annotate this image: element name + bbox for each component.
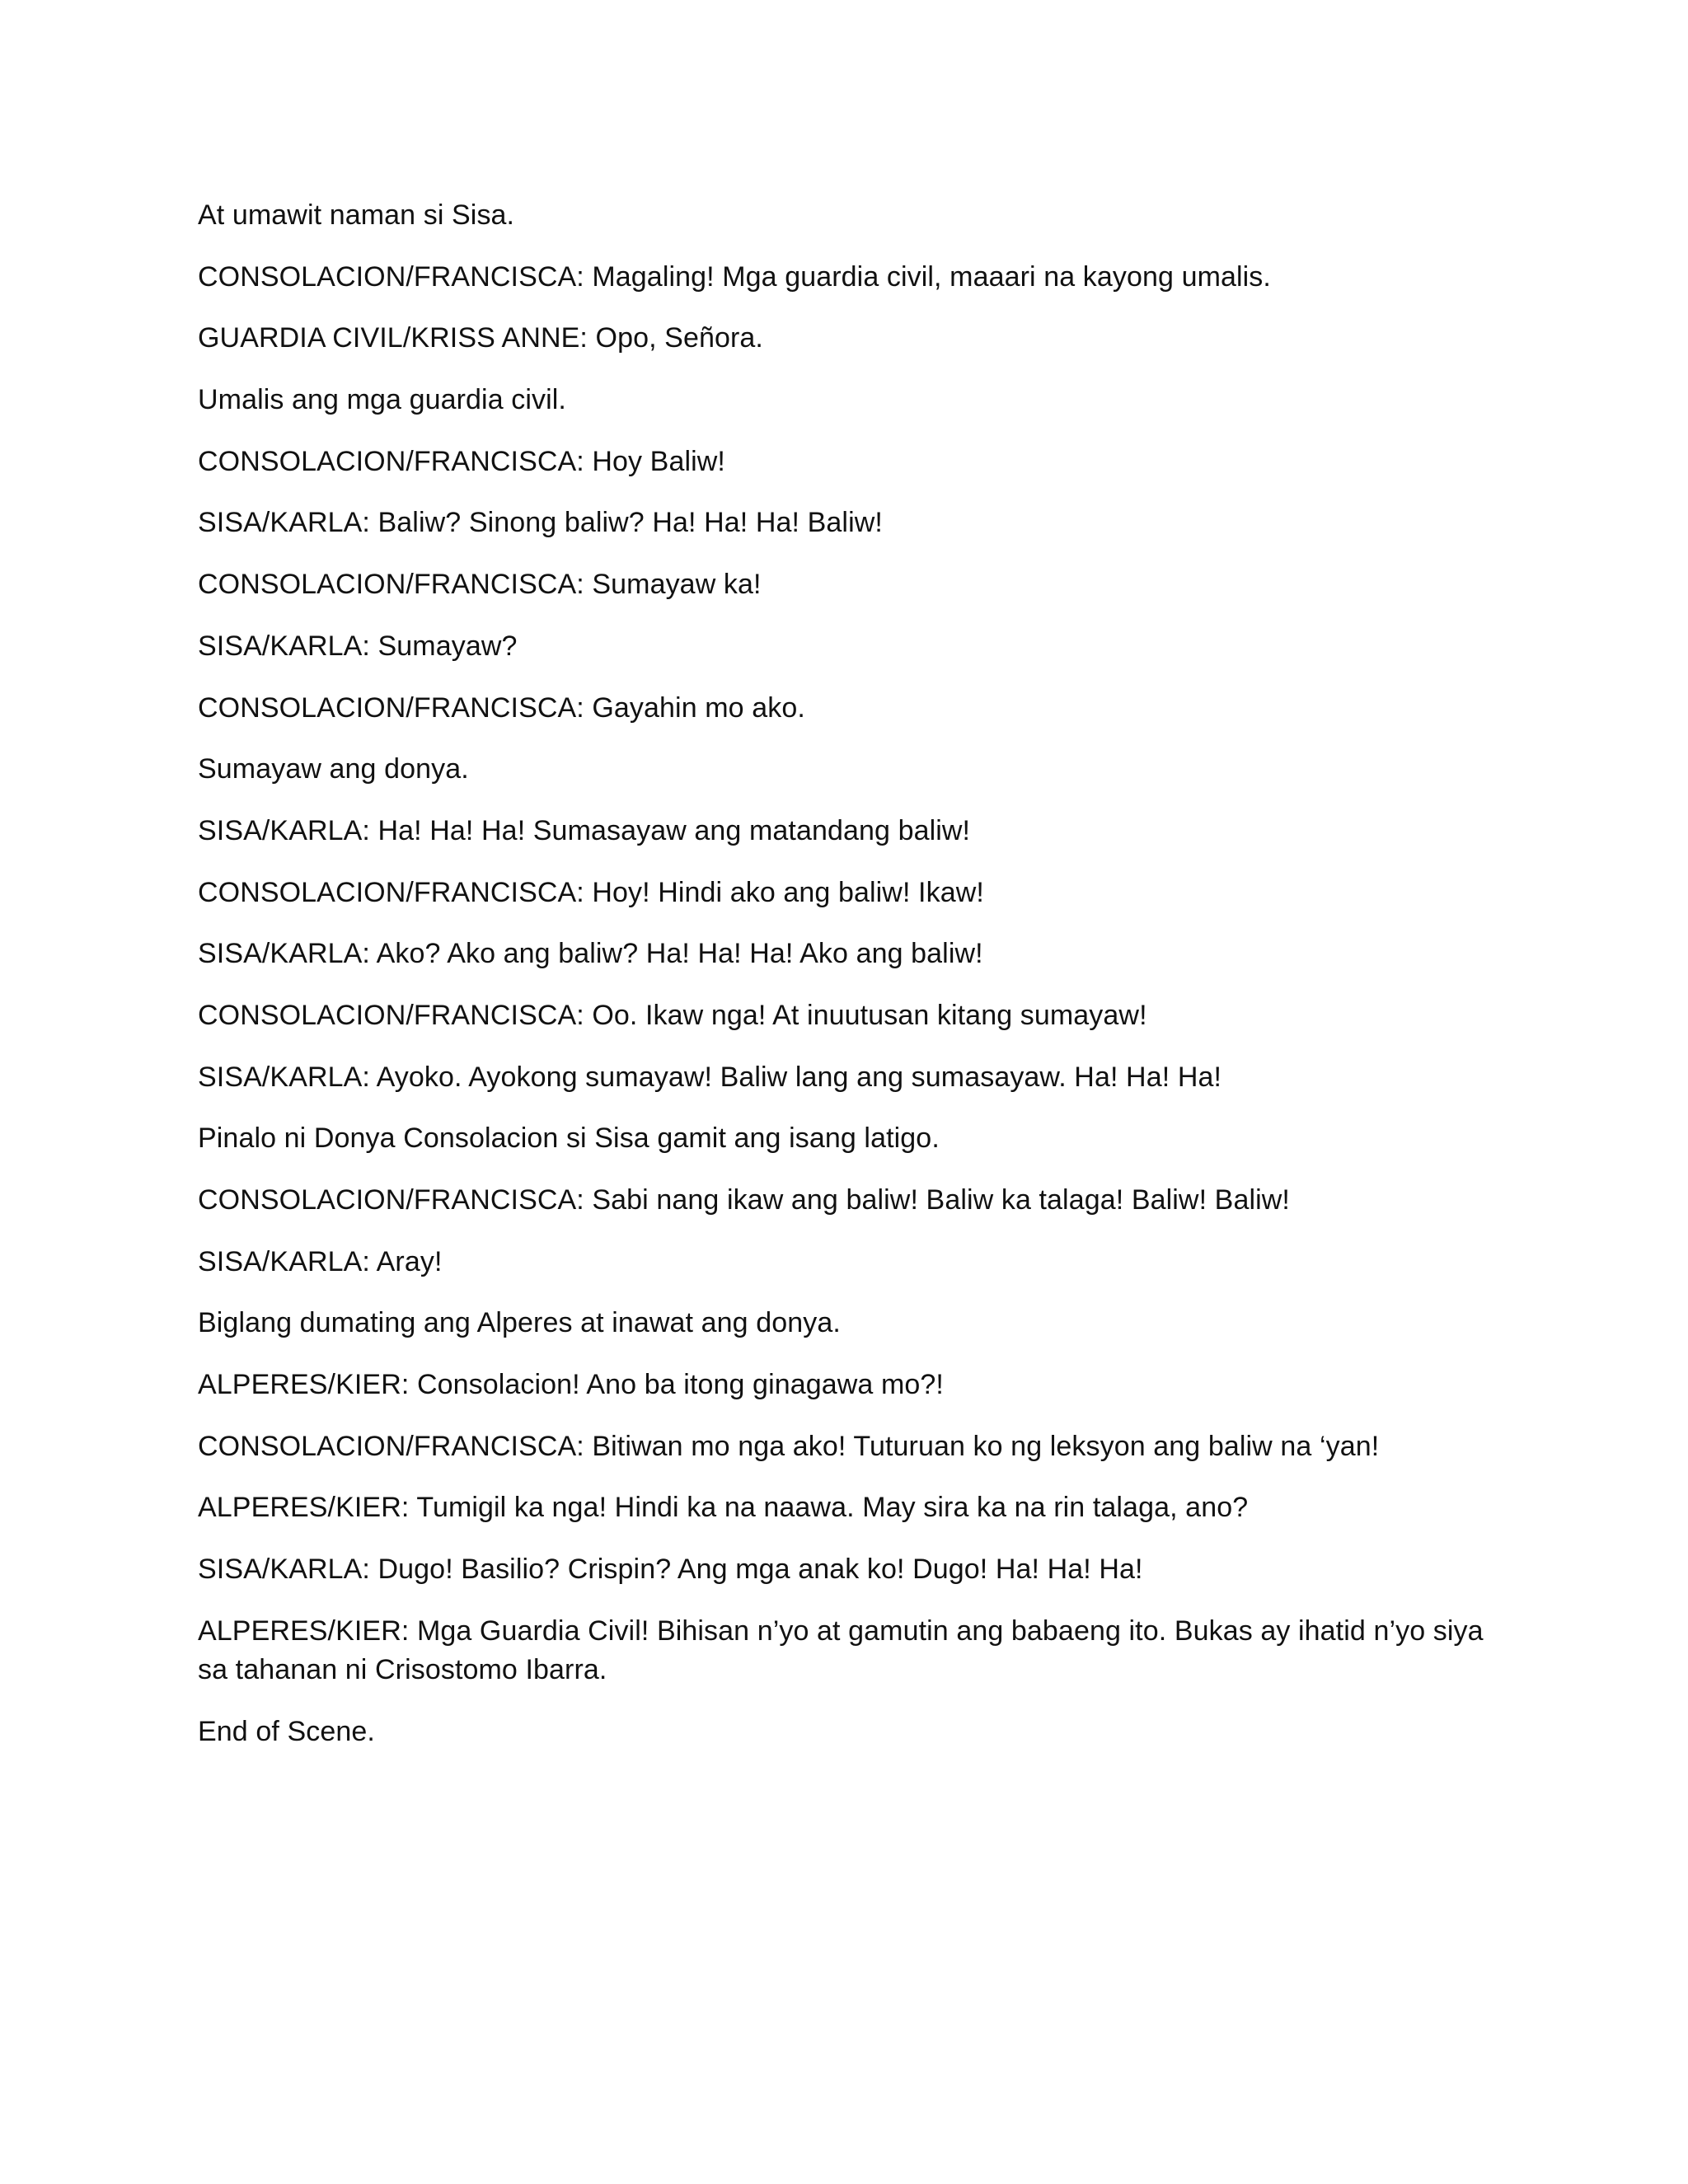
- paragraph-dialogue: SISA/KARLA: Baliw? Sinong baliw? Ha! Ha! Ha! Baliw!: [198, 507, 883, 539]
- paragraph-dialogue: ALPERES/KIER: Consolacion! Ano ba itong ginagawa mo?!: [198, 1369, 944, 1401]
- paragraph-dialogue: CONSOLACION/FRANCISCA: Gayahin mo ako.: [198, 691, 805, 724]
- paragraph-dialogue: CONSOLACION/FRANCISCA: Sumayaw ka!: [198, 569, 762, 601]
- paragraph-dialogue: ALPERES/KIER: Mga Guardia Civil! Bihisan n’yo at gamutin ang babaeng ito. Bukas ay ihatid n’yo siya sa tahanan ni Crisostomo Ibarra.: [198, 1615, 1484, 1686]
- paragraph-dialogue: CONSOLACION/FRANCISCA: Magaling! Mga guardia civil, maaari na kayong umalis.: [198, 260, 1271, 293]
- paragraph-dialogue: ALPERES/KIER: Tumigil ka nga! Hindi ka na naawa. May sira ka na rin talaga, ano?: [198, 1492, 1249, 1524]
- paragraph-dialogue: SISA/KARLA: Ayoko. Ayokong sumayaw! Baliw lang ang sumasayaw. Ha! Ha! Ha!: [198, 1061, 1222, 1093]
- paragraph-end-of-scene: End of Scene.: [198, 1716, 375, 1747]
- paragraph-dialogue: SISA/KARLA: Ako? Ako ang baliw? Ha! Ha! Ha! Ako ang baliw!: [198, 938, 983, 970]
- paragraph-dialogue: SISA/KARLA: Ha! Ha! Ha! Sumasayaw ang matandang baliw!: [198, 814, 971, 846]
- paragraph-stage-direction: At umawit naman si Sisa.: [198, 199, 515, 231]
- paragraph-dialogue: CONSOLACION/FRANCISCA: Sabi nang ikaw ang baliw! Baliw ka talaga! Baliw! Baliw!: [198, 1184, 1290, 1216]
- paragraph-dialogue: SISA/KARLA: Sumayaw?: [198, 630, 518, 662]
- paragraph-dialogue: GUARDIA CIVIL/KRISS ANNE: Opo, Señora.: [198, 322, 763, 354]
- paragraph-dialogue: CONSOLACION/FRANCISCA: Bitiwan mo nga ako! Tuturuan ko ng leksyon ang baliw na ‘yan!: [198, 1430, 1380, 1462]
- paragraph-stage-direction: Sumayaw ang donya.: [198, 753, 469, 785]
- script-text: [198, 196, 1500, 1774]
- paragraph-dialogue: SISA/KARLA: Dugo! Basilio? Crispin? Ang mga anak ko! Dugo! Ha! Ha! Ha!: [198, 1554, 1143, 1586]
- paragraph-stage-direction: Umalis ang mga guardia civil.: [198, 384, 566, 416]
- paragraph-dialogue: SISA/KARLA: Aray!: [198, 1245, 443, 1277]
- paragraph-dialogue: CONSOLACION/FRANCISCA: Hoy! Hindi ako ang baliw! Ikaw!: [198, 876, 984, 908]
- paragraph-stage-direction: Biglang dumating ang Alperes at inawat ang donya.: [198, 1307, 841, 1339]
- paragraph-stage-direction: Pinalo ni Donya Consolacion si Sisa gamit ang isang latigo.: [198, 1122, 940, 1155]
- paragraph-dialogue: CONSOLACION/FRANCISCA: Hoy Baliw!: [198, 445, 725, 477]
- paragraph-dialogue: CONSOLACION/FRANCISCA: Oo. Ikaw nga! At inuutusan kitang sumayaw!: [198, 999, 1147, 1031]
